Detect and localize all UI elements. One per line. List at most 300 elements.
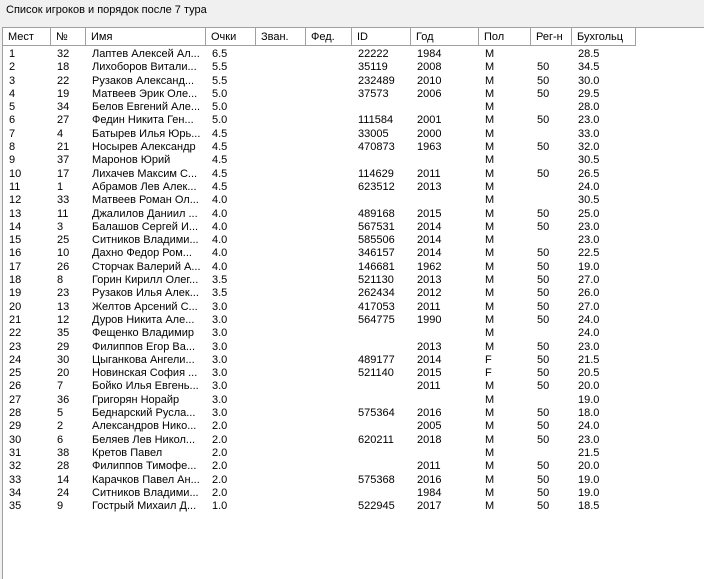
cell-place: 10 xyxy=(9,167,22,180)
cell-sex: M xyxy=(485,234,495,247)
cell-title xyxy=(256,447,306,460)
cell-region xyxy=(531,48,572,61)
cell-title xyxy=(256,194,306,207)
cell-points: 3.5 xyxy=(212,274,228,287)
cell-points: 2.0 xyxy=(212,433,228,446)
cell-points: 3.0 xyxy=(212,313,228,326)
cell-place: 2 xyxy=(9,61,16,74)
cell-number: 11 xyxy=(57,207,69,220)
cell-year: 1962 xyxy=(417,260,442,273)
cell-number: 3 xyxy=(57,220,64,233)
cell-place: 11 xyxy=(9,180,21,193)
cell-place: 6 xyxy=(9,114,16,127)
cell-title xyxy=(256,367,306,380)
cell-title xyxy=(256,221,306,234)
cell-title xyxy=(256,327,306,340)
cell-region xyxy=(531,327,572,340)
column-header-place[interactable]: Мест xyxy=(3,28,51,46)
column-header-number[interactable]: № xyxy=(51,28,86,46)
cell-year: 2016 xyxy=(417,473,442,486)
cell-buchholz: 20.0 xyxy=(578,460,600,473)
cell-number: 8 xyxy=(57,274,64,287)
cell-year: 2011 xyxy=(417,380,441,393)
cell-sex: M xyxy=(485,207,495,220)
cell-name: Носырев Александр xyxy=(92,141,196,154)
cell-place: 24 xyxy=(9,353,22,366)
cell-id: 35119 xyxy=(358,61,388,74)
cell-place: 31 xyxy=(9,446,22,459)
cell-points: 2.0 xyxy=(212,486,228,499)
cell-title xyxy=(256,88,306,101)
cell-year: 1984 xyxy=(417,486,442,499)
table-row[interactable] xyxy=(3,474,704,487)
cell-buchholz: 25.0 xyxy=(578,207,600,220)
cell-federation xyxy=(306,407,352,420)
cell-points: 3.0 xyxy=(212,300,228,313)
cell-place: 20 xyxy=(9,300,22,313)
cell-region: 50 xyxy=(537,61,550,74)
cell-region: 50 xyxy=(537,460,550,473)
cell-year: 2014 xyxy=(417,234,442,247)
table-row[interactable] xyxy=(3,420,704,433)
cell-name: Александров Нико... xyxy=(92,420,197,433)
cell-place: 23 xyxy=(9,340,22,353)
column-header-name[interactable]: Имя xyxy=(86,28,206,46)
table-row[interactable] xyxy=(3,234,704,247)
cell-name: Ситников Владими... xyxy=(92,234,199,247)
cell-sex: M xyxy=(485,446,495,459)
cell-number: 10 xyxy=(57,247,70,260)
cell-buchholz: 27.0 xyxy=(578,274,600,287)
players-table[interactable] xyxy=(2,27,704,579)
cell-name: Сторчак Валерий А... xyxy=(92,260,201,273)
cell-place: 7 xyxy=(9,127,16,140)
cell-region xyxy=(531,394,572,407)
cell-sex: M xyxy=(485,473,495,486)
cell-points: 3.0 xyxy=(212,407,228,420)
table-row[interactable] xyxy=(3,367,704,380)
cell-region: 50 xyxy=(537,260,550,273)
table-row[interactable] xyxy=(3,48,704,61)
cell-points: 2.0 xyxy=(212,446,228,459)
cell-sex: M xyxy=(485,74,495,87)
cell-federation xyxy=(306,141,352,154)
cell-name: Горин Кирилл Олег... xyxy=(92,274,199,287)
cell-number: 25 xyxy=(57,234,70,247)
table-row[interactable] xyxy=(3,61,704,74)
cell-id: 489177 xyxy=(358,353,395,366)
cell-buchholz: 28.0 xyxy=(578,101,600,114)
cell-title xyxy=(256,101,306,114)
cell-number: 2 xyxy=(57,420,64,433)
cell-year: 1963 xyxy=(417,141,442,154)
cell-points: 3.0 xyxy=(212,380,228,393)
cell-title xyxy=(256,487,306,500)
table-row[interactable] xyxy=(3,114,704,127)
cell-federation xyxy=(306,314,352,327)
cell-place: 14 xyxy=(9,220,22,233)
cell-points: 3.0 xyxy=(212,367,228,380)
table-row[interactable] xyxy=(3,141,704,154)
cell-sex: M xyxy=(485,220,495,233)
cell-id xyxy=(352,380,411,393)
cell-sex: M xyxy=(485,141,495,154)
cell-federation xyxy=(306,114,352,127)
cell-federation xyxy=(306,88,352,101)
cell-region xyxy=(531,128,572,141)
cell-region: 50 xyxy=(537,220,550,233)
cell-number: 27 xyxy=(57,114,70,127)
cell-region: 50 xyxy=(537,87,550,100)
column-header-filler xyxy=(636,28,704,46)
cell-name: Беляев Лев Никол... xyxy=(92,433,196,446)
cell-federation xyxy=(306,168,352,181)
cell-points: 1.0 xyxy=(212,500,228,513)
cell-federation xyxy=(306,234,352,247)
cell-federation xyxy=(306,420,352,433)
table-row[interactable] xyxy=(3,194,704,207)
table-row[interactable] xyxy=(3,208,704,221)
table-row[interactable] xyxy=(3,168,704,181)
cell-buchholz: 30.5 xyxy=(578,154,600,167)
table-row[interactable] xyxy=(3,380,704,393)
cell-buchholz: 30.0 xyxy=(578,74,600,87)
table-header xyxy=(3,28,704,46)
table-row[interactable] xyxy=(3,287,704,300)
cell-sex: M xyxy=(485,340,495,353)
cell-name: Лаптев Алексей Ал... xyxy=(92,48,200,60)
cell-name: Гострый Михаил Д... xyxy=(92,500,197,513)
cell-name: Карачков Павел Ан... xyxy=(92,473,200,486)
cell-points: 4.0 xyxy=(212,260,228,273)
cell-region: 50 xyxy=(537,500,550,513)
cell-title xyxy=(256,154,306,167)
table-row[interactable] xyxy=(3,247,704,260)
cell-year: 2000 xyxy=(417,127,442,140)
cell-number: 13 xyxy=(57,300,70,313)
cell-id xyxy=(352,420,411,433)
cell-buchholz: 21.5 xyxy=(578,446,600,459)
cell-number: 23 xyxy=(57,287,70,300)
cell-id: 232489 xyxy=(358,74,395,87)
cell-year: 2018 xyxy=(417,433,442,446)
cell-year: 2011 xyxy=(417,300,441,313)
cell-title xyxy=(256,500,306,513)
table-row[interactable] xyxy=(3,314,704,327)
cell-title xyxy=(256,181,306,194)
cell-year: 2011 xyxy=(417,460,441,473)
cell-id: 575364 xyxy=(358,407,395,420)
cell-year: 2001 xyxy=(417,114,442,127)
table-row[interactable] xyxy=(3,327,704,340)
cell-number: 14 xyxy=(57,473,70,486)
cell-points: 5.0 xyxy=(212,87,228,100)
cell-buchholz: 23.0 xyxy=(578,220,600,233)
cell-id: 521130 xyxy=(358,274,394,287)
cell-title xyxy=(256,460,306,473)
cell-year: 2017 xyxy=(417,500,442,513)
cell-region: 50 xyxy=(537,367,550,380)
cell-id: 522945 xyxy=(358,500,395,513)
cell-place: 29 xyxy=(9,420,22,433)
column-header-buchholz[interactable]: Бухгольц xyxy=(572,28,636,46)
cell-sex: M xyxy=(485,274,495,287)
cell-id: 111584 xyxy=(358,114,394,127)
cell-id: 567531 xyxy=(358,220,395,233)
cell-title xyxy=(256,420,306,433)
cell-place: 32 xyxy=(9,460,22,473)
cell-id: 564775 xyxy=(358,313,395,326)
cell-buchholz: 32.0 xyxy=(578,141,600,154)
cell-place: 26 xyxy=(9,380,22,393)
cell-points: 4.5 xyxy=(212,154,228,167)
cell-number: 24 xyxy=(57,486,70,499)
cell-sex: M xyxy=(485,101,495,114)
cell-points: 4.5 xyxy=(212,127,228,140)
cell-name: Дахно Федор Ром... xyxy=(92,247,192,260)
table-row[interactable] xyxy=(3,487,704,500)
cell-number: 29 xyxy=(57,340,70,353)
cell-name: Белов Евгений Але... xyxy=(92,101,201,114)
cell-place: 3 xyxy=(9,74,16,87)
cell-year: 2013 xyxy=(417,274,442,287)
table-row[interactable] xyxy=(3,394,704,407)
cell-region: 50 xyxy=(537,247,550,260)
table-row[interactable] xyxy=(3,101,704,114)
cell-region: 50 xyxy=(537,300,550,313)
cell-federation xyxy=(306,327,352,340)
cell-sex: M xyxy=(485,114,495,127)
cell-federation xyxy=(306,367,352,380)
table-row[interactable] xyxy=(3,407,704,420)
cell-federation xyxy=(306,75,352,88)
cell-name: Фещенко Владимир xyxy=(92,327,194,340)
cell-federation xyxy=(306,208,352,221)
cell-id xyxy=(352,447,411,460)
cell-title xyxy=(256,274,306,287)
cell-number: 26 xyxy=(57,260,70,273)
table-row[interactable] xyxy=(3,154,704,167)
table-row[interactable] xyxy=(3,301,704,314)
cell-number: 1 xyxy=(57,180,64,193)
cell-name: Бойко Илья Евгень... xyxy=(92,380,199,393)
cell-title xyxy=(256,434,306,447)
cell-id: 575368 xyxy=(358,473,395,486)
table-row[interactable] xyxy=(3,261,704,274)
cell-id: 623512 xyxy=(358,180,395,193)
cell-points: 5.5 xyxy=(212,61,228,74)
cell-sex: M xyxy=(485,300,495,313)
column-header-region[interactable]: Рег-н xyxy=(531,28,572,46)
table-row[interactable] xyxy=(3,460,704,473)
cell-year: 2006 xyxy=(417,87,442,100)
cell-year: 2014 xyxy=(417,220,442,233)
cell-place: 33 xyxy=(9,473,22,486)
cell-federation xyxy=(306,154,352,167)
cell-sex: F xyxy=(485,367,492,380)
cell-buchholz: 23.0 xyxy=(578,433,600,446)
cell-title xyxy=(256,287,306,300)
table-row[interactable] xyxy=(3,181,704,194)
cell-federation xyxy=(306,274,352,287)
table-row[interactable] xyxy=(3,500,704,513)
cell-year xyxy=(411,194,479,207)
cell-region: 50 xyxy=(537,207,550,220)
cell-sex: M xyxy=(485,313,495,326)
cell-title xyxy=(256,141,306,154)
cell-region: 50 xyxy=(537,114,550,127)
cell-federation xyxy=(306,474,352,487)
cell-buchholz: 24.0 xyxy=(578,420,600,433)
cell-title xyxy=(256,61,306,74)
cell-number: 20 xyxy=(57,367,70,380)
cell-year: 2014 xyxy=(417,247,442,260)
cell-year: 2013 xyxy=(417,180,442,193)
cell-id xyxy=(352,394,411,407)
cell-name: Лихоборов Витали... xyxy=(92,61,197,74)
cell-points: 4.5 xyxy=(212,141,228,154)
cell-id: 346157 xyxy=(358,247,395,260)
cell-region: 50 xyxy=(537,486,550,499)
cell-name: Ситников Владими... xyxy=(92,486,199,499)
cell-title xyxy=(256,168,306,181)
cell-region xyxy=(531,234,572,247)
column-header-id[interactable]: ID xyxy=(352,28,411,46)
cell-number: 34 xyxy=(57,101,70,114)
cell-points: 4.5 xyxy=(212,180,228,193)
cell-name: Маронов Юрий xyxy=(92,154,171,167)
cell-points: 4.0 xyxy=(212,207,228,220)
cell-region: 50 xyxy=(537,420,550,433)
cell-sex: M xyxy=(485,420,495,433)
cell-place: 15 xyxy=(9,234,22,247)
cell-region: 50 xyxy=(537,74,550,87)
cell-buchholz: 29.5 xyxy=(578,87,600,100)
column-header-sex[interactable]: Пол xyxy=(479,28,531,46)
cell-buchholz: 18.0 xyxy=(578,407,600,420)
cell-place: 17 xyxy=(9,260,22,273)
cell-points: 3.0 xyxy=(212,393,228,406)
cell-buchholz: 22.5 xyxy=(578,247,600,260)
cell-points: 2.0 xyxy=(212,460,228,473)
column-header-points[interactable]: Очки xyxy=(206,28,256,46)
cell-name: Матвеев Эрик Оле... xyxy=(92,87,198,100)
cell-buchholz: 19.0 xyxy=(578,393,600,406)
cell-title xyxy=(256,314,306,327)
cell-place: 35 xyxy=(9,500,22,513)
cell-year xyxy=(411,154,479,167)
cell-name: Федин Никита Ген... xyxy=(92,114,194,127)
cell-number: 38 xyxy=(57,446,70,459)
cell-buchholz: 33.0 xyxy=(578,127,600,140)
cell-federation xyxy=(306,261,352,274)
cell-name: Григорян Норайр xyxy=(92,393,180,406)
cell-year: 2005 xyxy=(417,420,442,433)
cell-year xyxy=(411,394,479,407)
cell-buchholz: 34.5 xyxy=(578,61,600,74)
column-header-federation[interactable]: Фед. xyxy=(306,28,352,46)
cell-place: 9 xyxy=(9,154,16,167)
table-row[interactable] xyxy=(3,128,704,141)
table-row[interactable] xyxy=(3,75,704,88)
cell-title xyxy=(256,474,306,487)
cell-sex: M xyxy=(485,260,495,273)
cell-year: 1984 xyxy=(417,48,442,60)
cell-id: 585506 xyxy=(358,234,395,247)
cell-sex: M xyxy=(485,486,495,499)
cell-place: 28 xyxy=(9,407,22,420)
cell-name: Матвеев Роман Ол... xyxy=(92,194,199,207)
cell-buchholz: 24.0 xyxy=(578,180,600,193)
cell-buchholz: 28.5 xyxy=(578,48,600,60)
table-row[interactable] xyxy=(3,434,704,447)
cell-federation xyxy=(306,301,352,314)
cell-id: 22222 xyxy=(358,48,389,60)
cell-sex: M xyxy=(485,247,495,260)
cell-title xyxy=(256,247,306,260)
cell-year xyxy=(411,101,479,114)
cell-region: 50 xyxy=(537,407,550,420)
cell-id: 262434 xyxy=(358,287,395,300)
cell-points: 3.0 xyxy=(212,340,228,353)
cell-year: 2008 xyxy=(417,61,442,74)
cell-buchholz: 24.0 xyxy=(578,313,600,326)
cell-points: 5.0 xyxy=(212,114,228,127)
table-row[interactable] xyxy=(3,88,704,101)
cell-place: 21 xyxy=(9,313,22,326)
cell-federation xyxy=(306,487,352,500)
cell-buchholz: 27.0 xyxy=(578,300,600,313)
cell-federation xyxy=(306,48,352,61)
column-header-year[interactable]: Год xyxy=(411,28,479,46)
table-row[interactable] xyxy=(3,221,704,234)
cell-place: 4 xyxy=(9,87,16,100)
cell-sex: M xyxy=(485,61,495,74)
cell-name: Джалилов Даниил ... xyxy=(92,207,198,220)
cell-name: Балашов Сергей И... xyxy=(92,220,199,233)
cell-name: Филиппов Егор Ва... xyxy=(92,340,196,353)
cell-title xyxy=(256,354,306,367)
cell-year: 2013 xyxy=(417,340,442,353)
table-row[interactable] xyxy=(3,354,704,367)
cell-federation xyxy=(306,460,352,473)
cell-place: 13 xyxy=(9,207,22,220)
cell-name: Кретов Павел xyxy=(92,446,163,459)
cell-sex: M xyxy=(485,48,495,60)
table-row[interactable] xyxy=(3,447,704,460)
cell-id: 620211 xyxy=(358,433,394,446)
cell-place: 19 xyxy=(9,287,22,300)
column-header-title[interactable]: Зван. xyxy=(256,28,306,46)
cell-year xyxy=(411,447,479,460)
table-row[interactable] xyxy=(3,341,704,354)
cell-place: 25 xyxy=(9,367,22,380)
table-row[interactable] xyxy=(3,274,704,287)
cell-buchholz: 19.0 xyxy=(578,260,600,273)
cell-federation xyxy=(306,380,352,393)
cell-place: 16 xyxy=(9,247,22,260)
cell-sex: M xyxy=(485,87,495,100)
cell-federation xyxy=(306,128,352,141)
cell-buchholz: 21.5 xyxy=(578,353,600,366)
cell-number: 7 xyxy=(57,380,64,393)
cell-number: 33 xyxy=(57,194,70,207)
cell-sex: M xyxy=(485,287,495,300)
cell-federation xyxy=(306,194,352,207)
cell-sex: M xyxy=(485,500,495,513)
cell-region: 50 xyxy=(537,274,550,287)
cell-points: 2.0 xyxy=(212,420,228,433)
